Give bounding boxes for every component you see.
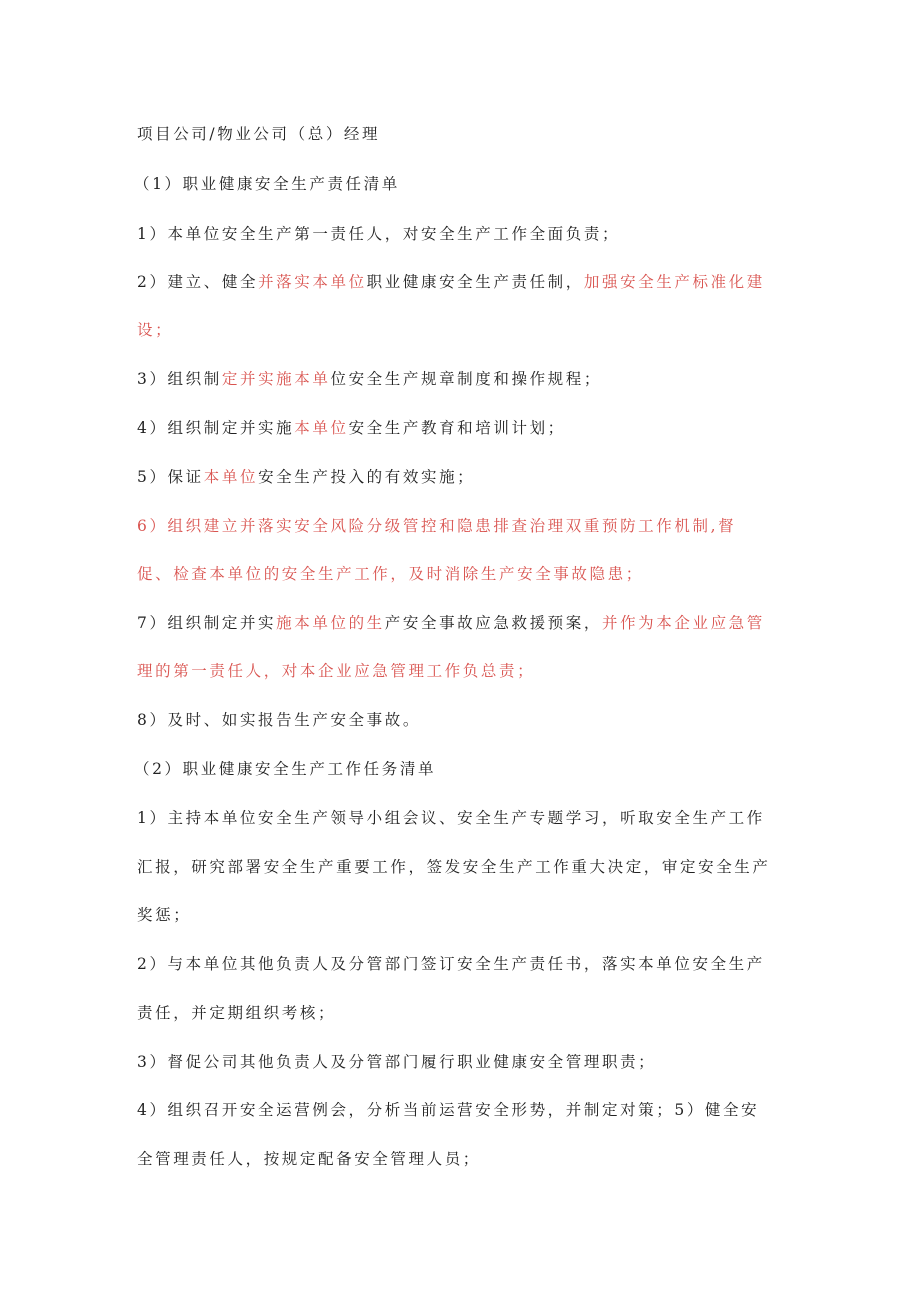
highlighted-run: 并作为本企业应急管 [601,614,765,632]
s1-item-7-line-1 [137,613,765,633]
highlighted-run: 加强安全生产标准化建 [583,273,765,291]
s1-item-6-line-2: 促、检查本单位的安全生产工作，及时消除生产安全事故隐患； [137,565,644,583]
s1-item-7-line-2: 理的第一责任人，对本企业应急管理工作负总责； [137,662,536,680]
s2-item-3: 3）督促公司其他负责人及分管部门履行职业健康安全管理职责； [137,1053,657,1071]
doc-title: 项目公司/物业公司（总）经理 [137,125,381,143]
highlighted-run: 施本单位的生 [276,614,385,632]
highlighted-run: 定并实施本单 [221,370,331,388]
text-run: 职业健康安全生产责任制， [366,273,584,291]
highlighted-run: 本单位 [203,468,259,486]
text-run: 5）保证 [137,468,204,486]
s1-item-4 [137,418,566,438]
s1-item-6-line-1: 6）组织建立并落实安全风险分级管控和隐患排查治理双重预防工作机制,督 [137,517,737,535]
s1-item-2-line-2: 设； [137,321,174,339]
s2-item-4-line-1: 4）组织召开安全运营例会，分析当前运营安全形势，并制定对策；5）健全安 [137,1101,760,1119]
s1-item-1: 1）本单位安全生产第一责任人，对安全生产工作全面负责； [137,225,621,243]
highlighted-run: 并落实本单位 [258,273,367,291]
s1-item-2-line-1 [137,272,765,292]
s2-item-2-line-1: 2）与本单位其他负责人及分管部门签订安全生产责任书，落实本单位安全生产 [137,955,765,973]
text-run: 7）组织制定并实 [137,614,277,632]
text-run: 安全生产教育和培训计划； [348,419,566,437]
text-run: 4）组织制定并实施 [137,419,295,437]
section-2-heading: （2）职业健康安全生产工作任务清单 [134,760,437,778]
s2-item-1-line-3: 奖惩； [137,906,192,924]
s2-item-1-line-1: 1）主持本单位安全生产领导小组会议、安全生产专题学习，听取安全生产工作 [137,809,765,827]
highlighted-run: 本单位 [294,419,349,437]
text-run: 安全生产投入的有效实施； [258,468,476,486]
section-1-heading: （1）职业健康安全生产责任清单 [134,175,400,193]
s2-item-2-line-2: 责任，并定期组织考核； [137,1004,337,1022]
s1-item-5 [137,467,475,487]
text-run: 位安全生产规章制度和操作规程； [330,370,602,388]
s2-item-4-line-2: 全管理责任人，按规定配备安全管理人员； [137,1150,481,1168]
s1-item-8: 8）及时、如实报告生产安全事故。 [137,711,421,729]
text-run: 产安全事故应急救援预案， [384,614,602,632]
s2-item-1-line-2: 汇报，研究部署安全生产重要工作，签发安全生产工作重大决定，审定安全生产 [137,858,771,876]
s1-item-3 [137,369,602,389]
text-run: 2）建立、健全 [137,273,259,291]
text-run: 3）组织制 [137,370,222,388]
